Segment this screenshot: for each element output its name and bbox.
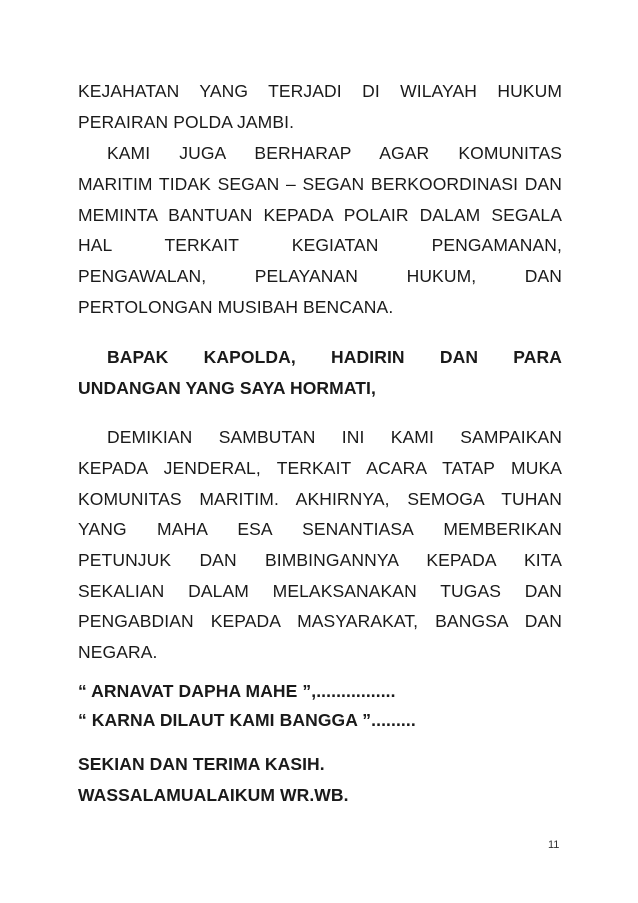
paragraph-line: PENGABDIAN KEPADA MASYARAKAT, BANGSA DAN <box>78 611 562 631</box>
paragraph-line: DEMIKIAN SAMBUTAN INI KAMI SAMPAIKAN <box>107 427 562 447</box>
salutation-line: BAPAK KAPOLDA, HADIRIN DAN PARA <box>107 347 562 367</box>
paragraph-line: PERTOLONGAN MUSIBAH BENCANA. <box>78 297 394 317</box>
paragraph-line: HAL TERKAIT KEGIATAN PENGAMANAN, <box>78 235 562 255</box>
paragraph-line: NEGARA. <box>78 642 158 662</box>
paragraph-line: YANG MAHA ESA SENANTIASA MEMBERIKAN <box>78 519 562 539</box>
closing-line: WASSALAMUALAIKUM WR.WB. <box>78 785 349 805</box>
motto-line: “ KARNA DILAUT KAMI BANGGA ”......... <box>78 710 416 730</box>
page-number: 11 <box>548 839 560 851</box>
paragraph-line: KOMUNITAS MARITIM. AKHIRNYA, SEMOGA TUHAN <box>78 489 562 509</box>
paragraph-line: MARITIM TIDAK SEGAN – SEGAN BERKOORDINASI DAN <box>78 174 562 194</box>
salutation-line: UNDANGAN YANG SAYA HORMATI, <box>78 378 376 398</box>
closing-line: SEKIAN DAN TERIMA KASIH. <box>78 754 325 774</box>
paragraph-line: KEPADA JENDERAL, TERKAIT ACARA TATAP MUKA <box>78 458 562 478</box>
paragraph-line: KAMI JUGA BERHARAP AGAR KOMUNITAS <box>107 143 562 163</box>
paragraph-line: SEKALIAN DALAM MELAKSANAKAN TUGAS DAN <box>78 581 562 601</box>
paragraph-line: PENGAWALAN, PELAYANAN HUKUM, DAN <box>78 266 562 286</box>
motto-line: “ ARNAVAT DAPHA MAHE ”,................ <box>78 681 396 701</box>
paragraph-line: KEJAHATAN YANG TERJADI DI WILAYAH HUKUM <box>78 81 562 101</box>
paragraph-line: PERAIRAN POLDA JAMBI. <box>78 112 295 132</box>
paragraph-line: MEMINTA BANTUAN KEPADA POLAIR DALAM SEGALA <box>78 205 562 225</box>
paragraph-line: PETUNJUK DAN BIMBINGANNYA KEPADA KITA <box>78 550 562 570</box>
